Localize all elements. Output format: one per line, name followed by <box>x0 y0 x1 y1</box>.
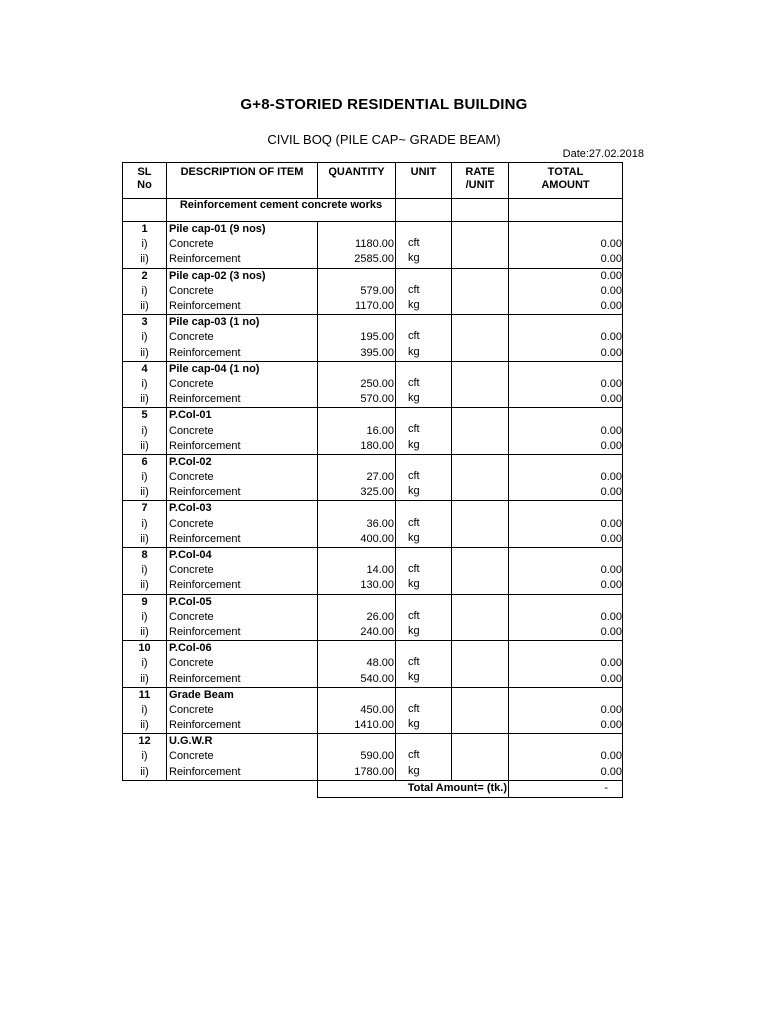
row-rate <box>452 594 509 610</box>
row-unit: kg <box>396 252 452 268</box>
row-sl: ii) <box>123 346 167 362</box>
row-unit: kg <box>396 765 452 781</box>
row-sl: i) <box>123 377 167 392</box>
table-row <box>123 330 623 345</box>
row-description: Reinforcement <box>167 532 318 548</box>
row-quantity <box>318 361 396 377</box>
row-unit: kg <box>396 439 452 455</box>
row-rate <box>452 237 509 252</box>
row-description: Reinforcement <box>167 578 318 594</box>
row-quantity: 2585.00 <box>318 252 396 268</box>
row-quantity: 579.00 <box>318 284 396 299</box>
row-sl: ii) <box>123 671 167 687</box>
row-unit <box>396 454 452 470</box>
row-quantity <box>318 641 396 657</box>
row-sl: i) <box>123 656 167 671</box>
row-unit: kg <box>396 671 452 687</box>
row-unit <box>396 594 452 610</box>
row-rate <box>452 252 509 268</box>
row-description: Concrete <box>167 656 318 671</box>
row-rate <box>452 268 509 284</box>
row-description: P.Col-01 <box>167 408 318 424</box>
row-rate <box>452 578 509 594</box>
row-rate <box>452 299 509 315</box>
table-row <box>123 734 623 750</box>
row-description: Pile cap-01 (9 nos) <box>167 222 318 238</box>
row-unit: cft <box>396 517 452 532</box>
row-unit <box>396 687 452 703</box>
row-description: P.Col-03 <box>167 501 318 517</box>
table-row <box>123 625 623 641</box>
row-unit: kg <box>396 532 452 548</box>
row-rate <box>452 222 509 238</box>
table-row <box>123 315 623 331</box>
row-unit: cft <box>396 377 452 392</box>
row-rate <box>452 718 509 734</box>
row-quantity <box>318 408 396 424</box>
row-total: 0.00 <box>509 330 623 345</box>
row-quantity: 1410.00 <box>318 718 396 734</box>
total-amount-label: Total Amount= (tk.) <box>318 780 509 797</box>
row-sl: i) <box>123 330 167 345</box>
row-unit: cft <box>396 563 452 578</box>
row-total: 0.00 <box>509 656 623 671</box>
row-description: Reinforcement <box>167 392 318 408</box>
row-sl: 7 <box>123 501 167 517</box>
row-total: 0.00 <box>509 563 623 578</box>
section-row <box>123 199 623 222</box>
table-row <box>123 517 623 532</box>
section-title: Reinforcement cement concrete works <box>167 199 396 222</box>
row-rate <box>452 641 509 657</box>
row-total: 0.00 <box>509 578 623 594</box>
row-unit: cft <box>396 610 452 625</box>
row-quantity: 27.00 <box>318 470 396 485</box>
row-quantity <box>318 734 396 750</box>
table-row <box>123 547 623 563</box>
row-quantity: 26.00 <box>318 610 396 625</box>
row-quantity: 395.00 <box>318 346 396 362</box>
row-description: Reinforcement <box>167 625 318 641</box>
row-total: 0.00 <box>509 718 623 734</box>
document-subtitle: CIVIL BOQ (PILE CAP~ GRADE BEAM) <box>267 132 501 147</box>
row-unit: cft <box>396 423 452 438</box>
row-sl: ii) <box>123 718 167 734</box>
row-unit: cft <box>396 703 452 718</box>
row-unit <box>396 641 452 657</box>
table-row <box>123 439 623 455</box>
boq-table <box>122 162 623 798</box>
table-row <box>123 299 623 315</box>
row-total: 0.00 <box>509 346 623 362</box>
row-rate <box>452 485 509 501</box>
row-unit: cft <box>396 656 452 671</box>
row-quantity: 195.00 <box>318 330 396 345</box>
row-sl: ii) <box>123 252 167 268</box>
row-description: Reinforcement <box>167 718 318 734</box>
row-rate <box>452 346 509 362</box>
table-row <box>123 656 623 671</box>
table-row <box>123 703 623 718</box>
row-total <box>509 641 623 657</box>
table-row <box>123 454 623 470</box>
row-description: P.Col-02 <box>167 454 318 470</box>
row-sl: ii) <box>123 765 167 781</box>
row-rate <box>452 361 509 377</box>
row-sl: 11 <box>123 687 167 703</box>
header-unit: UNIT <box>396 163 452 199</box>
row-unit <box>396 222 452 238</box>
row-description: Reinforcement <box>167 346 318 362</box>
row-description: P.Col-06 <box>167 641 318 657</box>
row-quantity: 48.00 <box>318 656 396 671</box>
row-unit: kg <box>396 299 452 315</box>
row-sl: 12 <box>123 734 167 750</box>
row-unit: cft <box>396 749 452 764</box>
table-row <box>123 610 623 625</box>
row-quantity <box>318 268 396 284</box>
row-rate <box>452 392 509 408</box>
row-rate <box>452 330 509 345</box>
row-description: Concrete <box>167 284 318 299</box>
row-rate <box>452 454 509 470</box>
row-unit: cft <box>396 330 452 345</box>
row-sl: 10 <box>123 641 167 657</box>
table-row <box>123 392 623 408</box>
table-row <box>123 671 623 687</box>
row-quantity: 1180.00 <box>318 237 396 252</box>
row-sl: 2 <box>123 268 167 284</box>
row-quantity: 1170.00 <box>318 299 396 315</box>
row-total <box>509 547 623 563</box>
row-description: Reinforcement <box>167 671 318 687</box>
table-row <box>123 423 623 438</box>
table-row <box>123 718 623 734</box>
row-unit: kg <box>396 718 452 734</box>
row-rate <box>452 547 509 563</box>
row-unit <box>396 501 452 517</box>
row-description: Reinforcement <box>167 299 318 315</box>
total-row <box>123 780 623 797</box>
table-row <box>123 749 623 764</box>
table-row <box>123 563 623 578</box>
row-total <box>509 501 623 517</box>
row-rate <box>452 765 509 781</box>
row-total <box>509 408 623 424</box>
row-rate <box>452 284 509 299</box>
table-row <box>123 765 623 781</box>
table-row <box>123 501 623 517</box>
row-quantity: 36.00 <box>318 517 396 532</box>
row-description: Pile cap-03 (1 no) <box>167 315 318 331</box>
row-sl: i) <box>123 470 167 485</box>
table-row <box>123 594 623 610</box>
row-total: 0.00 <box>509 517 623 532</box>
row-total: 0.00 <box>509 625 623 641</box>
row-quantity: 590.00 <box>318 749 396 764</box>
row-rate <box>452 563 509 578</box>
row-description: Pile cap-04 (1 no) <box>167 361 318 377</box>
row-sl: i) <box>123 284 167 299</box>
row-total: 0.00 <box>509 252 623 268</box>
row-total: 0.00 <box>509 237 623 252</box>
row-total: 0.00 <box>509 439 623 455</box>
row-total: 0.00 <box>509 671 623 687</box>
row-description: Concrete <box>167 470 318 485</box>
row-description: Concrete <box>167 517 318 532</box>
row-rate <box>452 423 509 438</box>
row-total: 0.00 <box>509 703 623 718</box>
row-sl: ii) <box>123 625 167 641</box>
table-row <box>123 408 623 424</box>
row-unit: cft <box>396 237 452 252</box>
row-rate <box>452 377 509 392</box>
row-description: Reinforcement <box>167 439 318 455</box>
row-sl: 9 <box>123 594 167 610</box>
header-total-amount: TOTAL AMOUNT <box>509 163 623 199</box>
table-row <box>123 532 623 548</box>
row-rate <box>452 734 509 750</box>
row-sl: 3 <box>123 315 167 331</box>
table-row <box>123 641 623 657</box>
row-quantity: 180.00 <box>318 439 396 455</box>
document-title: G+8-STORIED RESIDENTIAL BUILDING <box>240 96 528 113</box>
row-sl: ii) <box>123 392 167 408</box>
row-total: 0.00 <box>509 268 623 284</box>
row-total: 0.00 <box>509 485 623 501</box>
row-description: Concrete <box>167 330 318 345</box>
row-quantity <box>318 687 396 703</box>
row-quantity <box>318 594 396 610</box>
table-row <box>123 237 623 252</box>
row-sl: ii) <box>123 578 167 594</box>
row-total <box>509 594 623 610</box>
row-rate <box>452 671 509 687</box>
row-rate <box>452 408 509 424</box>
row-quantity: 400.00 <box>318 532 396 548</box>
row-rate <box>452 687 509 703</box>
row-rate <box>452 439 509 455</box>
row-unit: kg <box>396 578 452 594</box>
document-date: Date:27.02.2018 <box>562 148 644 160</box>
row-unit <box>396 408 452 424</box>
row-sl: i) <box>123 703 167 718</box>
row-unit <box>396 547 452 563</box>
row-rate <box>452 749 509 764</box>
row-sl: i) <box>123 517 167 532</box>
row-unit: kg <box>396 392 452 408</box>
row-rate <box>452 625 509 641</box>
row-rate <box>452 532 509 548</box>
table-row <box>123 377 623 392</box>
row-sl: i) <box>123 563 167 578</box>
row-rate <box>452 517 509 532</box>
table-row <box>123 252 623 268</box>
row-quantity <box>318 222 396 238</box>
row-unit: cft <box>396 470 452 485</box>
row-quantity: 14.00 <box>318 563 396 578</box>
row-unit: kg <box>396 625 452 641</box>
row-description: Concrete <box>167 377 318 392</box>
row-description: Reinforcement <box>167 765 318 781</box>
row-quantity: 16.00 <box>318 423 396 438</box>
row-unit <box>396 361 452 377</box>
row-total: 0.00 <box>509 749 623 764</box>
row-description: Reinforcement <box>167 485 318 501</box>
table-row <box>123 361 623 377</box>
row-description: P.Col-04 <box>167 547 318 563</box>
table-row <box>123 222 623 238</box>
row-total: 0.00 <box>509 423 623 438</box>
table-row <box>123 284 623 299</box>
row-total: 0.00 <box>509 377 623 392</box>
row-unit <box>396 268 452 284</box>
row-description: Concrete <box>167 423 318 438</box>
row-total <box>509 222 623 238</box>
row-unit <box>396 315 452 331</box>
row-description: P.Col-05 <box>167 594 318 610</box>
row-description: Pile cap-02 (3 nos) <box>167 268 318 284</box>
row-sl: ii) <box>123 532 167 548</box>
row-description: Reinforcement <box>167 252 318 268</box>
row-total: 0.00 <box>509 299 623 315</box>
row-sl: i) <box>123 423 167 438</box>
table-header-row <box>123 163 623 199</box>
row-total <box>509 361 623 377</box>
row-sl: 8 <box>123 547 167 563</box>
row-quantity: 450.00 <box>318 703 396 718</box>
row-sl: 6 <box>123 454 167 470</box>
table-row <box>123 485 623 501</box>
row-quantity: 325.00 <box>318 485 396 501</box>
row-sl: i) <box>123 237 167 252</box>
row-total: 0.00 <box>509 765 623 781</box>
row-quantity: 1780.00 <box>318 765 396 781</box>
table-row <box>123 470 623 485</box>
row-quantity: 540.00 <box>318 671 396 687</box>
table-row <box>123 346 623 362</box>
header-rate: RATE /UNIT <box>452 163 509 199</box>
row-total: 0.00 <box>509 470 623 485</box>
row-description: Concrete <box>167 703 318 718</box>
row-rate <box>452 315 509 331</box>
row-sl: ii) <box>123 299 167 315</box>
row-quantity: 250.00 <box>318 377 396 392</box>
row-description: U.G.W.R <box>167 734 318 750</box>
row-unit <box>396 734 452 750</box>
header-sl: SL No <box>123 163 167 199</box>
total-amount-value: - <box>509 780 623 797</box>
row-sl: i) <box>123 749 167 764</box>
row-sl: i) <box>123 610 167 625</box>
row-unit: kg <box>396 485 452 501</box>
table-row <box>123 578 623 594</box>
row-sl: 4 <box>123 361 167 377</box>
row-sl: ii) <box>123 439 167 455</box>
row-rate <box>452 470 509 485</box>
row-description: Concrete <box>167 610 318 625</box>
row-quantity: 240.00 <box>318 625 396 641</box>
row-unit: kg <box>396 346 452 362</box>
row-rate <box>452 703 509 718</box>
row-total <box>509 687 623 703</box>
row-unit: cft <box>396 284 452 299</box>
row-description: Grade Beam <box>167 687 318 703</box>
row-total <box>509 454 623 470</box>
row-total: 0.00 <box>509 392 623 408</box>
row-description: Concrete <box>167 749 318 764</box>
row-total: 0.00 <box>509 532 623 548</box>
header-quantity: QUANTITY <box>318 163 396 199</box>
row-quantity <box>318 547 396 563</box>
header-description: DESCRIPTION OF ITEM <box>167 163 318 199</box>
row-quantity: 570.00 <box>318 392 396 408</box>
row-total <box>509 734 623 750</box>
row-sl: 1 <box>123 222 167 238</box>
row-quantity <box>318 501 396 517</box>
row-quantity <box>318 454 396 470</box>
row-rate <box>452 610 509 625</box>
row-rate <box>452 656 509 671</box>
row-total: 0.00 <box>509 610 623 625</box>
row-description: Concrete <box>167 237 318 252</box>
row-rate <box>452 501 509 517</box>
table-row <box>123 268 623 284</box>
row-total <box>509 315 623 331</box>
table-row <box>123 687 623 703</box>
row-quantity <box>318 315 396 331</box>
row-sl: ii) <box>123 485 167 501</box>
row-quantity: 130.00 <box>318 578 396 594</box>
row-description: Concrete <box>167 563 318 578</box>
row-total: 0.00 <box>509 284 623 299</box>
row-sl: 5 <box>123 408 167 424</box>
